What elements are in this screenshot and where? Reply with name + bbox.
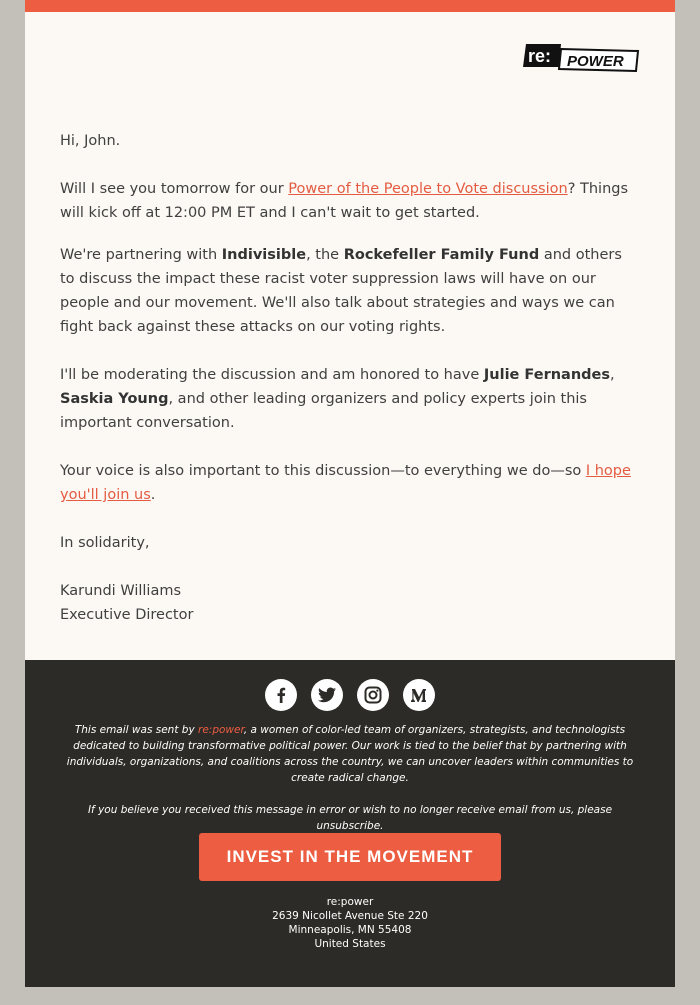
brand-link[interactable]: re:power <box>198 724 244 736</box>
unsubscribe-text[interactable]: If you believe you received this message in error or wish to no longer receive email from us, please unsubscribe. <box>87 804 613 832</box>
join-link[interactable]: I hope you'll join us <box>60 463 631 503</box>
paragraph-2: We're partnering with Indivisible, the Rockefeller Family Fund and others to discuss the impact these racist voter suppression laws will have on our people and our movement. We'll also talk about strategies and ways we can fight back against these attacks on our voting rights. <box>60 247 622 335</box>
address-org: re:power <box>326 896 374 908</box>
signature-title: Executive Director <box>60 607 194 623</box>
closing: In solidarity, <box>60 535 150 551</box>
address-street: 2639 Nicollet Avenue Ste 220 <box>272 910 428 922</box>
paragraph-4: Your voice is also important to this discussion—to everything we do—so I hope you'll join us. <box>60 463 631 503</box>
paragraph-1: Will I see you tomorrow for our Power of the People to Vote discussion? Things will kick off at 12:00 PM ET and I can't wait to get started. <box>60 181 629 221</box>
address-city: Minneapolis, MN 55408 <box>288 924 412 936</box>
signature-name: Karundi Williams <box>60 583 182 599</box>
medium-icon[interactable] <box>403 679 435 711</box>
partner-rockefeller: Rockefeller Family Fund <box>343 247 540 263</box>
greeting: Hi, John. <box>60 133 121 149</box>
instagram-icon[interactable] <box>357 679 389 711</box>
disclaimer-text: This email was sent by re:power, a women of color-led team of organizers, strategists, and technologists dedicated to building transformative political power. Our work is tied to the belief that by partnering with individuals, organizations, and coalitions across the country, we can uncover leaders within communities to create radical change. <box>66 724 634 784</box>
logo-re-text: re: <box>528 46 552 66</box>
logo-power-text: POWER <box>567 53 624 70</box>
event-link[interactable]: Power of the People to Vote discussion <box>288 181 568 197</box>
mailing-address <box>25 895 675 951</box>
address-country: United States <box>314 938 386 950</box>
facebook-icon[interactable] <box>265 679 297 711</box>
message-content <box>60 129 640 627</box>
invest-button[interactable]: INVEST IN THE MOVEMENT <box>199 833 501 881</box>
paragraph-3: I'll be moderating the discussion and am honored to have Julie Fernandes, Saskia Young, and other leading organizers and policy experts join this important conversation. <box>60 367 615 431</box>
partner-indivisible: Indivisible <box>221 247 307 263</box>
speaker-fernandes: Julie Fernandes <box>483 367 610 383</box>
email-container <box>25 0 675 987</box>
top-accent-bar <box>25 0 675 12</box>
social-links <box>25 679 675 711</box>
email-footer <box>25 660 675 987</box>
twitter-icon[interactable] <box>311 679 343 711</box>
email-body <box>25 12 675 660</box>
speaker-young: Saskia Young <box>60 391 169 407</box>
repower-logo[interactable] <box>523 42 640 72</box>
